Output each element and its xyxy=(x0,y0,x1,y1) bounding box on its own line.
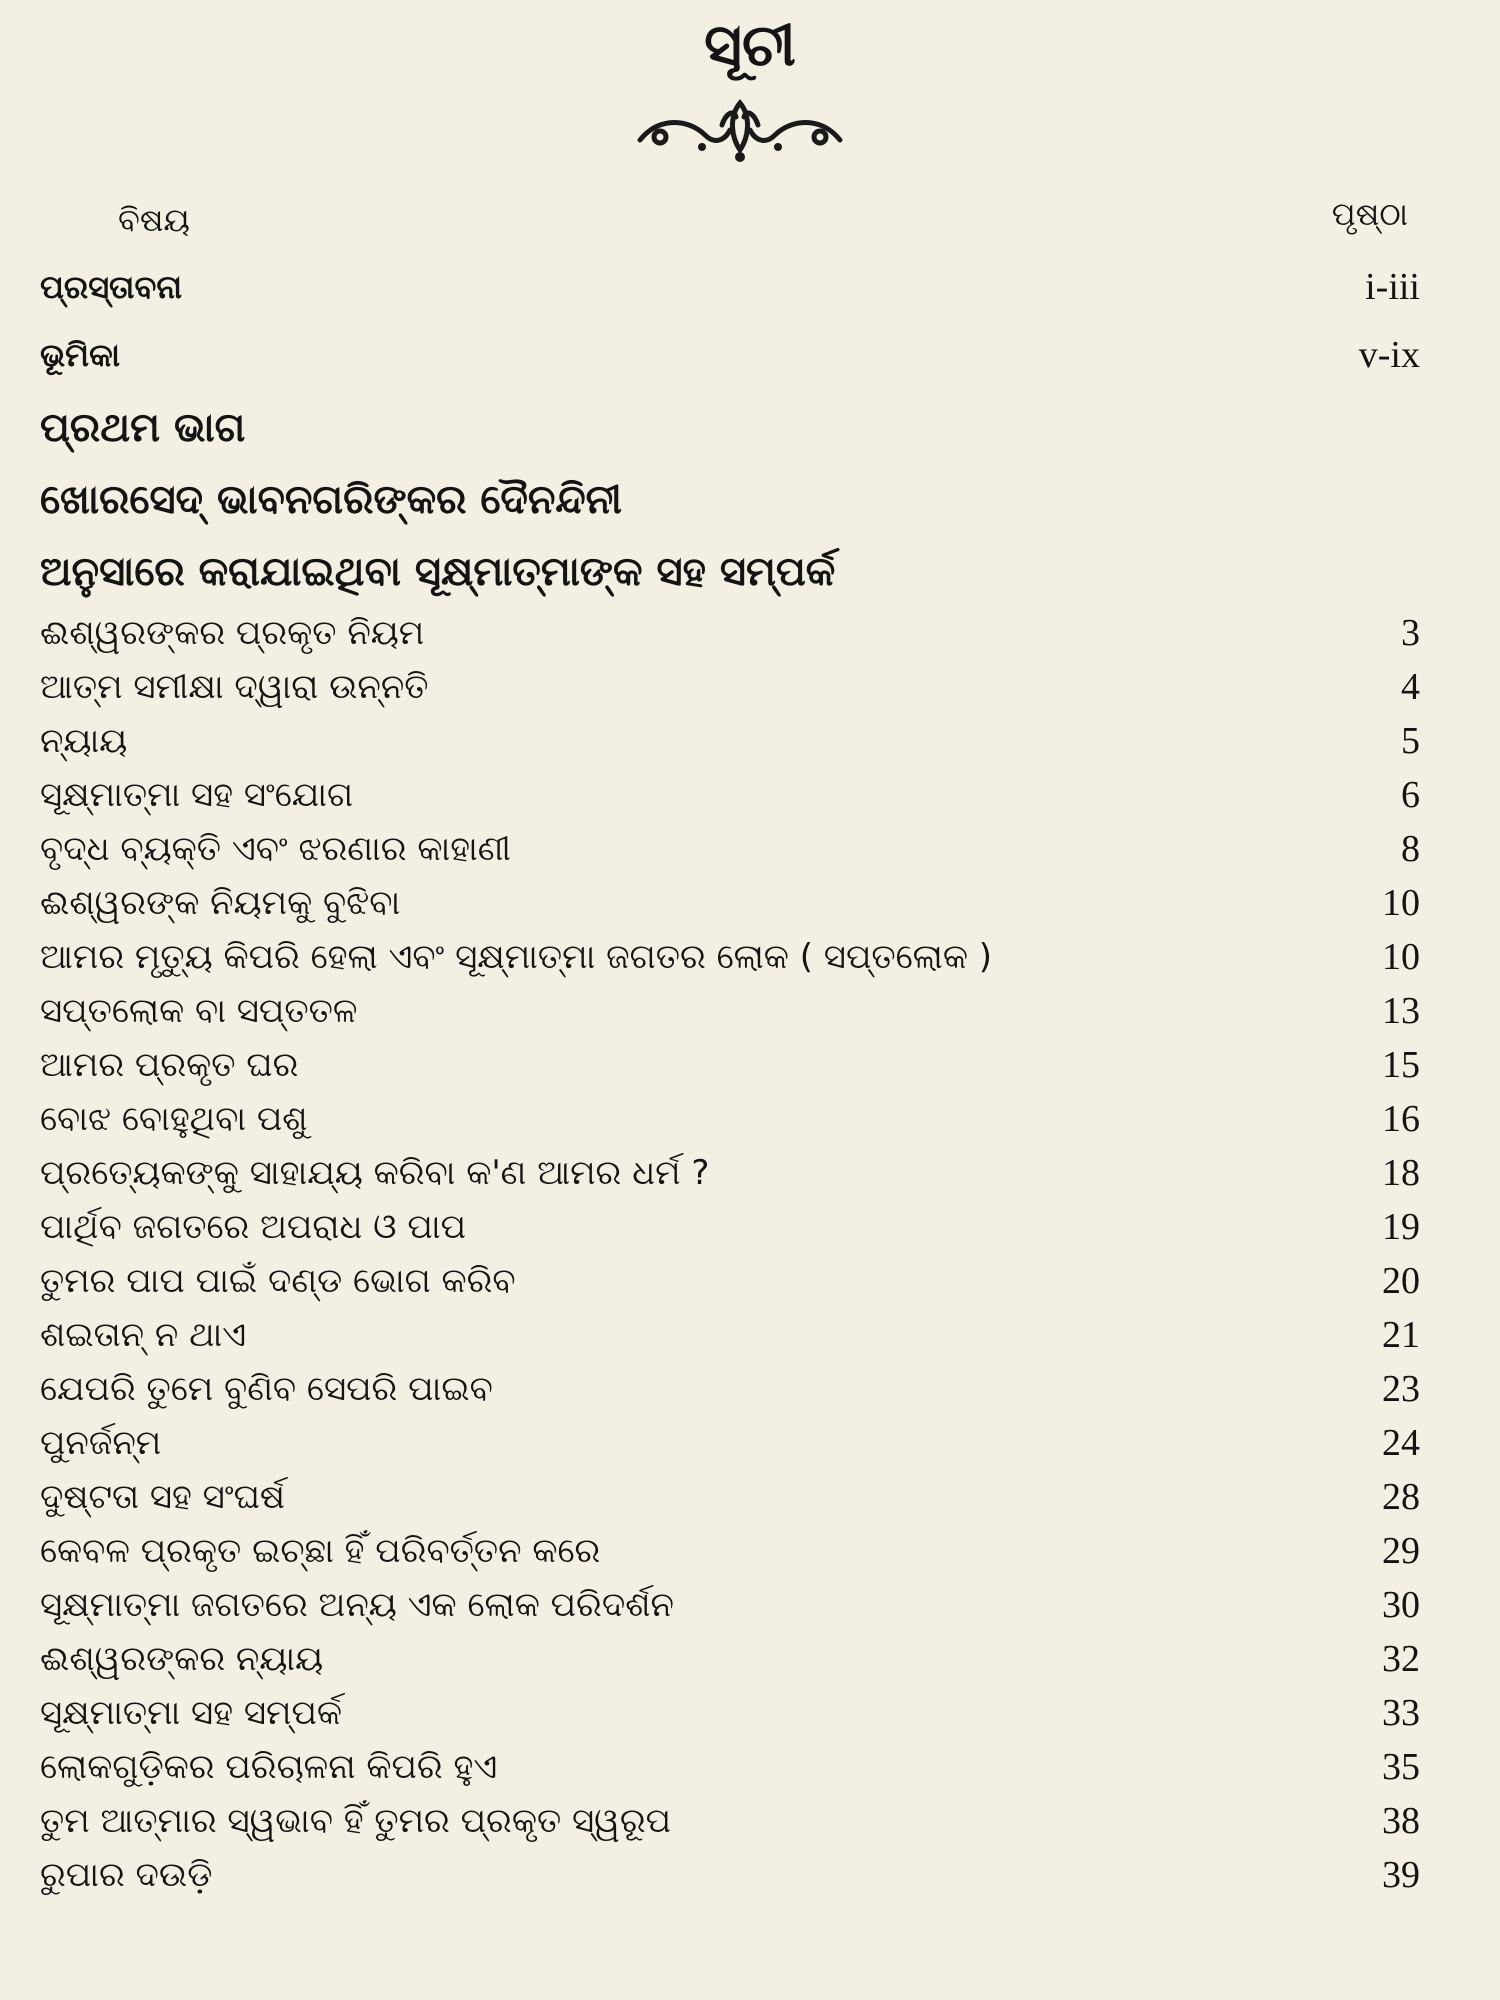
entry-page: 39 xyxy=(1382,1854,1420,1896)
list-item xyxy=(40,1418,1420,1472)
list-item xyxy=(40,932,1420,986)
entry-page: 35 xyxy=(1382,1746,1420,1788)
entry-page: v-ix xyxy=(1358,334,1420,376)
list-item xyxy=(40,1310,1420,1364)
entry-title: ତୁମ ଆତ୍ମାର ସ୍ୱଭାବ ହିଁ ତୁମର ପ୍ରକୃତ ସ୍ୱରୂପ xyxy=(40,1801,672,1841)
list-item xyxy=(40,1148,1420,1202)
list-item xyxy=(40,1256,1420,1310)
entry-page: 3 xyxy=(1401,612,1420,654)
entry-title: ସୂକ୍ଷ୍ମାତ୍ମା ଜଗତରେ ଅନ୍ୟ ଏକ ଲୋକ ପରିଦର୍ଶନ xyxy=(40,1585,674,1625)
list-item xyxy=(40,1364,1420,1418)
part-heading-line: ଅନୁସାରେ କରାଯାଇଥିବା ସୂକ୍ଷ୍ମାତ୍ମାଙ୍କ ସହ ସମ୍ପର୍କ xyxy=(40,549,836,595)
entry-page: 23 xyxy=(1382,1368,1420,1410)
entry-title: ତୁମର ପାପ ପାଇଁ ଦଣ୍ଡ ଭୋଗ କରିବ xyxy=(40,1261,516,1301)
list-item xyxy=(40,1688,1420,1742)
entry-title: ଲୋକଗୁଡ଼ିକର ପରିଚାଳନା କିପରି ହୁଏ xyxy=(40,1747,498,1787)
entry-page: 8 xyxy=(1401,828,1420,870)
entry-page: 38 xyxy=(1382,1800,1420,1842)
list-item xyxy=(40,1850,1420,1904)
list-item xyxy=(40,1040,1420,1094)
entry-title: ବୋଝ ବୋହୁଥିବା ପଶୁ xyxy=(40,1099,308,1139)
part-heading-line: ଖୋରସେଦ୍ ଭାବନଗରିଙ୍କର ଦୈନନ୍ଦିନୀ xyxy=(40,477,622,523)
list-item xyxy=(40,986,1420,1040)
list-item xyxy=(40,770,1420,824)
entry-title: ସପ୍ତଲୋକ ବା ସପ୍ତତଳ xyxy=(40,991,358,1031)
entry-page: 15 xyxy=(1382,1044,1420,1086)
list-item xyxy=(40,1094,1420,1148)
entry-title: ଈଶ୍ୱରଙ୍କ ନିୟମକୁ ବୁଝିବା xyxy=(40,883,401,923)
entry-title: ପ୍ରତ୍ୟେକଙ୍କୁ ସାହାଯ୍ୟ କରିବା କ'ଣ ଆମର ଧର୍ମ ? xyxy=(40,1153,710,1193)
entry-page: 4 xyxy=(1401,666,1420,708)
list-item xyxy=(40,662,1420,716)
entry-title: ସୂକ୍ଷ୍ମାତ୍ମା ସହ ସଂଯୋଗ xyxy=(40,775,354,815)
entry-page: 16 xyxy=(1382,1098,1420,1140)
entry-page: 18 xyxy=(1382,1152,1420,1194)
entry-page: 10 xyxy=(1382,882,1420,924)
entry-page: 10 xyxy=(1382,936,1420,978)
list-item xyxy=(40,1202,1420,1256)
entry-page: 29 xyxy=(1382,1530,1420,1572)
entry-title: ବୃଦ୍ଧ ବ୍ୟକ୍ତି ଏବଂ ଝରଣାର କାହାଣୀ xyxy=(40,829,511,869)
entry-page: 28 xyxy=(1382,1476,1420,1518)
entry-page: 24 xyxy=(1382,1422,1420,1464)
entry-title: ଆମର ପ୍ରକୃତ ଘର xyxy=(40,1045,299,1085)
part-heading-line: ପ୍ରଥମ ଭାଗ xyxy=(40,405,246,451)
entry-title: ରୁପାର ଦଉଡ଼ି xyxy=(40,1855,213,1895)
entry-title: ଈଶ୍ୱରଙ୍କର ପ୍ରକୃତ ନିୟମ xyxy=(40,613,425,653)
decorative-ornament-icon xyxy=(630,95,850,165)
list-item xyxy=(40,1472,1420,1526)
list-item xyxy=(40,1580,1420,1634)
entry-page: 30 xyxy=(1382,1584,1420,1626)
entry-page: 19 xyxy=(1382,1206,1420,1248)
entry-page: 33 xyxy=(1382,1692,1420,1734)
entry-title: ସୂକ୍ଷ୍ମାତ୍ମା ସହ ସମ୍ପର୍କ xyxy=(40,1693,343,1733)
list-item xyxy=(40,878,1420,932)
list-item xyxy=(40,1742,1420,1796)
entry-title: ଭୂମିକା xyxy=(40,336,121,374)
list-item xyxy=(40,1526,1420,1580)
entry-title: ଶଇତାନ୍ ନ ଥାଏ xyxy=(40,1315,247,1355)
entry-title: ଯେପରି ତୁମେ ବୁଣିବ ସେପରି ପାଇବ xyxy=(40,1369,493,1409)
entry-title: ଆମର ମୃତ୍ୟୁ କିପରି ହେଲା ଏବଂ ସୂକ୍ଷ୍ମାତ୍ମା ଜଗତର ଲୋକ ( ସପ୍ତଲୋକ ) xyxy=(40,937,993,977)
list-item xyxy=(40,1796,1420,1850)
entry-page: 21 xyxy=(1382,1314,1420,1356)
entry-title: ପ୍ରସ୍ତାବନା xyxy=(40,268,183,306)
page-column-header: ପୃଷ୍ଠା xyxy=(1331,195,1408,233)
entry-page: 20 xyxy=(1382,1260,1420,1302)
entry-title: କେବଳ ପ୍ରକୃତ ଇଚ୍ଛା ହିଁ ପରିବର୍ତ୍ତନ କରେ xyxy=(40,1531,601,1571)
entry-title: ପାର୍ଥିବ ଜଗତରେ ଅପରାଧ ଓ ପାପ xyxy=(40,1207,467,1247)
entry-page: 32 xyxy=(1382,1638,1420,1680)
entry-page: 5 xyxy=(1401,720,1420,762)
list-item xyxy=(40,716,1420,770)
entry-title: ପୁନର୍ଜନ୍ମ xyxy=(40,1423,162,1463)
list-item xyxy=(40,824,1420,878)
list-item xyxy=(40,330,1420,384)
list-item xyxy=(40,608,1420,662)
entry-page: 13 xyxy=(1382,990,1420,1032)
entry-title: ଈଶ୍ୱରଙ୍କର ନ୍ୟାୟ xyxy=(40,1639,324,1679)
list-item xyxy=(40,1634,1420,1688)
page-title: ସୂଚୀ xyxy=(704,11,796,79)
entry-title: ଦୁଷ୍ଟତା ସହ ସଂଘର୍ଷ xyxy=(40,1477,286,1517)
entry-title: ନ୍ୟାୟ xyxy=(40,721,128,761)
entry-page: i-iii xyxy=(1365,266,1420,308)
list-item xyxy=(40,262,1420,316)
subject-column-header: ବିଷୟ xyxy=(118,201,190,239)
entry-page: 6 xyxy=(1401,774,1420,816)
entry-title: ଆତ୍ମ ସମୀକ୍ଷା ଦ୍ୱାରା ଉନ୍ନତି xyxy=(40,667,429,707)
